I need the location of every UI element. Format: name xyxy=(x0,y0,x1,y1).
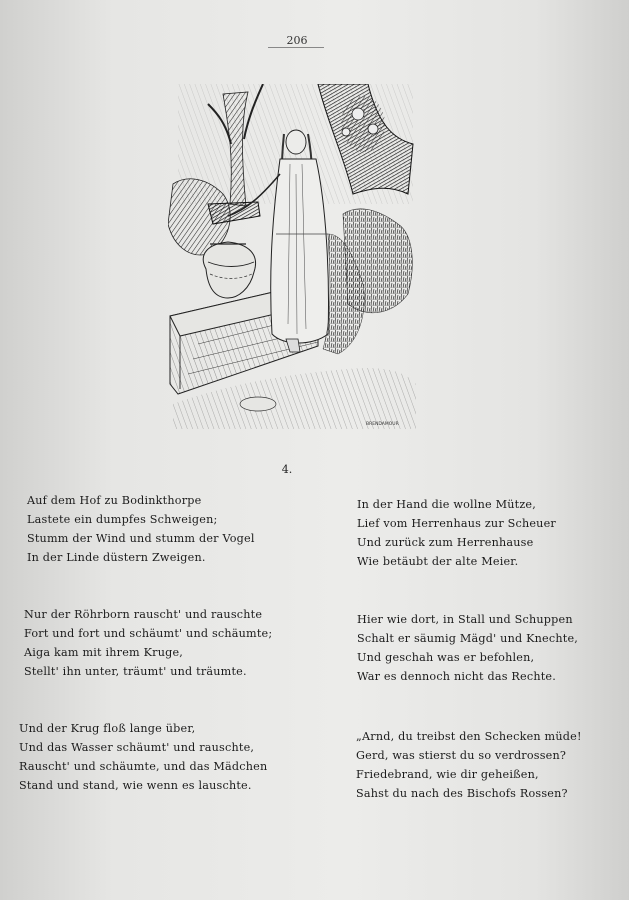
stanza-2 xyxy=(357,495,556,571)
stanza-line: Stellt' ihn unter, träumt' und träumte. xyxy=(24,665,247,678)
section-number: 4. xyxy=(281,463,293,476)
page-number: 206 xyxy=(286,34,308,47)
stanza-line: Lief vom Herrenhaus zur Scheuer xyxy=(357,517,556,530)
illustration-signature: BRENDAMOUR xyxy=(366,422,399,427)
stanza-line: War es dennoch nicht das Rechte. xyxy=(357,670,556,683)
stanza-line: In der Hand die wollne Mütze, xyxy=(357,498,537,511)
stanza-line: Und geschah was er befohlen, xyxy=(357,651,535,664)
stanza-line: Und zurück zum Herrenhause xyxy=(357,536,534,549)
stanza-line: Stand und stand, wie wenn es lauschte. xyxy=(19,779,252,792)
stanza-line: Auf dem Hof zu Bodinkthorpe xyxy=(27,494,202,507)
stanza-line: Gerd, was stierst du so verdrossen? xyxy=(356,749,567,762)
stanza-line: Aiga kam mit ihrem Kruge, xyxy=(24,646,184,659)
stanza-line: Hier wie dort, in Stall und Schuppen xyxy=(357,613,573,626)
page-number-rule xyxy=(268,47,324,48)
stanza-line: Rauscht' und schäumte, und das Mädchen xyxy=(19,760,268,773)
stanza-line: Friedebrand, wie dir geheißen, xyxy=(356,768,539,781)
stanza-line: In der Linde düstern Zweigen. xyxy=(27,551,206,564)
stanza-line: Wie betäubt der alte Meier. xyxy=(357,555,519,568)
stanza-line: Lastete ein dumpfes Schweigen; xyxy=(27,513,218,526)
stanza-1 xyxy=(27,491,255,567)
stanza-5 xyxy=(19,719,267,795)
stanza-3 xyxy=(24,605,272,681)
stanza-line: Nur der Röhrborn rauscht' und rauschte xyxy=(24,608,263,621)
engraving-illustration xyxy=(168,84,418,432)
stanza-line: Fort und fort und schäumt' und schäumte; xyxy=(24,627,273,640)
stanza-line: Und das Wasser schäumt' und rauschte, xyxy=(19,741,255,754)
stanza-line: Stumm der Wind und stumm der Vogel xyxy=(27,532,255,545)
stanza-4 xyxy=(357,610,578,686)
stanza-line: „Arnd, du treibst den Schecken müde! xyxy=(356,730,582,743)
stanza-line: Sahst du nach des Bischofs Rossen? xyxy=(356,787,568,800)
stanza-6 xyxy=(356,727,582,803)
stanza-line: Und der Krug floß lange über, xyxy=(19,722,196,735)
stanza-line: Schalt er säumig Mägd' und Knechte, xyxy=(357,632,579,645)
